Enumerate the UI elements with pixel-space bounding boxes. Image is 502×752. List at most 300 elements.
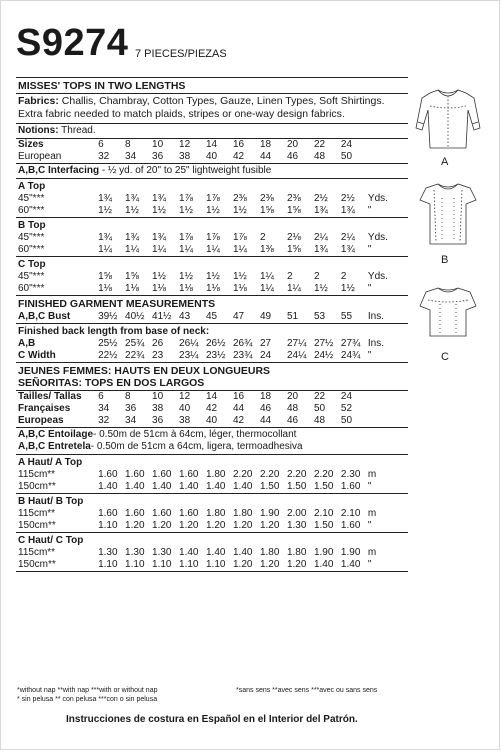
tailles-table <box>16 391 408 427</box>
pieces-count: 7 PIECES/PIEZAS <box>135 48 227 60</box>
table-cell: 1.80 <box>286 547 307 558</box>
table-cell: 14 <box>206 391 218 402</box>
table-cell: 2½ <box>340 193 355 204</box>
table-cell: 24 <box>340 391 353 402</box>
table-cell: 46 <box>286 151 299 162</box>
yardage-table <box>16 232 408 256</box>
table-cell: 1.60 <box>152 508 172 519</box>
table-cell: 1.90 <box>340 547 361 558</box>
fabrics-text: Fabrics: Challis, Chambray, Cotton Types, Gauze, Linen Types, Soft Shirtings. Extra fabric needed to match plaids, stripes or one-way design fabrics. <box>18 95 385 120</box>
view-c-label: C <box>441 351 449 363</box>
table-cell: 1⅛ <box>98 283 112 294</box>
table-cell: 50 <box>340 415 353 426</box>
unit-cell <box>368 139 408 151</box>
yardage-table <box>16 193 408 217</box>
table-cell: 42 <box>206 403 218 414</box>
table-cell: 1.50 <box>313 481 334 492</box>
table-cell: 1.40 <box>179 547 199 558</box>
spanish-view-sections <box>16 454 408 571</box>
footnote-english <box>17 686 157 704</box>
table-cell: 12 <box>179 391 191 402</box>
table-cell: 38 <box>179 415 191 426</box>
table-cell: 1¼ <box>206 244 220 255</box>
table-cell: 40 <box>179 403 191 414</box>
unit-cell: " <box>367 481 372 492</box>
table-cell: 1½ <box>125 205 139 216</box>
bust-table <box>16 311 408 323</box>
table-cell: 1.80 <box>206 508 226 519</box>
table-cell: 20 <box>286 391 299 402</box>
table-cell: 2.20 <box>286 469 307 480</box>
table-row <box>16 520 408 532</box>
unit-cell: Yds. <box>367 193 388 204</box>
view-a-label: A <box>441 156 449 168</box>
table-cell: 2.00 <box>286 508 307 519</box>
notions-text: Notions: Thread. <box>18 125 96 136</box>
table-cell: 1⅛ <box>232 283 247 294</box>
table-cell: 42 <box>232 151 245 162</box>
row-label: 45"*** <box>18 232 45 243</box>
table-cell: 1.80 <box>206 469 226 480</box>
table-cell: 2⅛ <box>286 232 301 243</box>
row-label: Françaises <box>18 403 71 414</box>
table-cell: 1.40 <box>125 481 145 492</box>
unit-cell <box>368 391 408 403</box>
unit-cell <box>368 403 408 415</box>
footnote-line-es: * sin pelusa ** con pelusa ***con o sin pelusa <box>17 696 158 703</box>
table-cell: 1⅛ <box>179 283 193 294</box>
table-cell: 1⅝ <box>98 271 112 282</box>
table-cell: 1¼ <box>259 283 274 294</box>
table-cell: 22 <box>313 139 326 150</box>
table-cell: 36 <box>125 403 137 414</box>
table-cell: 1.50 <box>259 481 280 492</box>
table-cell: 1⅝ <box>286 244 301 255</box>
table-cell: 1.10 <box>179 559 199 570</box>
table-cell: 38 <box>179 151 191 162</box>
row-label: 45"*** <box>18 271 45 282</box>
table-cell: 24¼ <box>286 350 307 361</box>
table-cell: 43 <box>179 311 191 322</box>
table-cell: 23 <box>152 350 164 361</box>
table-cell: 55 <box>340 311 353 322</box>
view-b-label: B <box>441 254 449 266</box>
table-cell: 2¼ <box>313 232 328 243</box>
table-cell: 2 <box>286 271 293 282</box>
yardage-table <box>16 547 408 571</box>
table-row <box>16 244 408 256</box>
row-label: A,B <box>18 338 36 349</box>
unit-cell: Yds. <box>367 271 388 282</box>
table-cell: 1¼ <box>259 271 274 282</box>
table-cell: 2⅜ <box>259 193 274 204</box>
table-row <box>16 283 408 295</box>
table-cell: 1.80 <box>259 547 280 558</box>
unit-cell: " <box>367 244 372 255</box>
table-cell: 1.60 <box>98 469 118 480</box>
table-cell: 1.60 <box>98 508 118 519</box>
table-cell: 1.90 <box>259 508 280 519</box>
entretela-text: A,B,C Entretela- 0.50m de 51cm a 64cm, ligera, termoadhesiva <box>18 441 303 452</box>
table-cell: 1⅛ <box>206 283 220 294</box>
table-row <box>16 232 408 244</box>
unit-cell: " <box>367 559 372 570</box>
table-cell: 2⅜ <box>286 193 301 204</box>
row-label: 45"*** <box>18 193 45 204</box>
table-cell: 24¾ <box>340 350 361 361</box>
table-cell: 34 <box>125 151 137 162</box>
row-label: 115cm** <box>18 547 56 558</box>
unit-cell: m <box>367 469 377 480</box>
interfacing-text: A,B,C Interfacing - ½ yd. of 20" to 25" lightweight fusible <box>18 165 272 176</box>
unit-cell: m <box>367 547 377 558</box>
row-label: 60"*** <box>18 244 45 255</box>
table-cell: 1.80 <box>232 508 253 519</box>
table-cell: 1¼ <box>125 244 139 255</box>
table-cell: 40½ <box>125 311 145 322</box>
table-cell: 1.90 <box>313 547 334 558</box>
spanish-instructions-note: Instrucciones de costura en Español en el Interior del Patrón. <box>66 714 358 725</box>
header <box>16 24 128 62</box>
table-cell: 2 <box>259 232 266 243</box>
table-cell: 50 <box>340 151 353 162</box>
table-cell: 1.30 <box>98 547 118 558</box>
row-label: 115cm** <box>18 508 56 519</box>
table-cell: 1.20 <box>232 559 253 570</box>
unit-cell <box>368 151 408 163</box>
unit-cell: m <box>367 508 377 519</box>
view-heading: C Haut/ C Top <box>18 535 84 546</box>
table-cell: 24 <box>340 139 353 150</box>
table-cell: 49 <box>259 311 272 322</box>
row-label: A,B,C Bust <box>18 311 71 322</box>
table-cell: 22½ <box>98 350 118 361</box>
table-cell: 32 <box>98 151 110 162</box>
view-heading: B Top <box>18 220 46 231</box>
table-row <box>16 469 408 481</box>
table-cell: 1.50 <box>286 481 307 492</box>
table-cell: 36 <box>152 415 164 426</box>
table-row <box>16 391 408 403</box>
table-cell: 1⅞ <box>179 193 193 204</box>
table-cell: 1.40 <box>232 481 253 492</box>
table-cell: 1.10 <box>206 559 226 570</box>
table-cell: 1¾ <box>125 193 139 204</box>
table-cell: 1⅛ <box>125 283 139 294</box>
table-cell: 46 <box>286 415 299 426</box>
table-cell: 1¾ <box>313 205 328 216</box>
table-cell: 2.20 <box>313 469 334 480</box>
table-cell: 1½ <box>232 271 247 282</box>
table-cell: 27¼ <box>286 338 307 349</box>
pattern-number: S9274 <box>16 22 129 64</box>
table-cell: 24 <box>259 350 272 361</box>
table-cell: 1.10 <box>98 520 118 531</box>
table-cell: 1.40 <box>206 481 226 492</box>
unit-cell: Ins. <box>367 338 385 349</box>
table-row <box>16 403 408 415</box>
table-cell: 44 <box>259 151 272 162</box>
table-cell: 1⅞ <box>232 232 247 243</box>
table-cell: 1⅞ <box>206 193 220 204</box>
table-cell: 27 <box>259 338 272 349</box>
table-cell: 1½ <box>179 205 193 216</box>
table-cell: 1½ <box>313 283 328 294</box>
unit-cell: Ins. <box>367 311 385 322</box>
unit-cell: " <box>367 283 372 294</box>
spanish-title: SEÑORITAS: TOPS EN DOS LARGOS <box>18 377 205 389</box>
table-cell: 26¼ <box>179 338 199 349</box>
table-cell: 1.20 <box>259 520 280 531</box>
table-cell: 1.20 <box>125 520 145 531</box>
table-row <box>16 205 408 217</box>
table-cell: 2¼ <box>340 232 355 243</box>
table-cell: 1.40 <box>152 481 172 492</box>
table-cell: 8 <box>125 391 131 402</box>
table-cell: 46 <box>259 403 272 414</box>
table-row <box>16 559 408 571</box>
table-cell: 2.30 <box>340 469 361 480</box>
table-cell: 10 <box>152 391 164 402</box>
table-cell: 1.20 <box>206 520 226 531</box>
row-label: 150cm** <box>18 520 56 531</box>
table-row <box>16 311 408 323</box>
table-cell: 6 <box>98 391 104 402</box>
footnote-line-en: *without nap **with nap ***with or without nap <box>17 687 158 694</box>
table-cell: 42 <box>232 415 245 426</box>
table-cell: 1⅞ <box>206 232 220 243</box>
view-c-sketch <box>412 282 484 347</box>
table-cell: 1¾ <box>98 193 112 204</box>
table-cell: 18 <box>259 391 272 402</box>
table-cell: 6 <box>98 139 104 150</box>
table-cell: 1.30 <box>286 520 307 531</box>
table-cell: 18 <box>259 139 272 150</box>
table-cell: 1¾ <box>313 244 328 255</box>
table-cell: 1⅛ <box>152 283 166 294</box>
table-cell: 45 <box>206 311 218 322</box>
table-cell: 27¾ <box>340 338 361 349</box>
table-cell: 1.10 <box>98 559 118 570</box>
table-cell: 2.10 <box>340 508 361 519</box>
unit-cell: Yds. <box>367 232 388 243</box>
row-label: 150cm** <box>18 559 56 570</box>
unit-cell <box>368 415 408 427</box>
row-label: 60"*** <box>18 283 45 294</box>
view-heading: A Top <box>18 181 46 192</box>
english-title: MISSES' TOPS IN TWO LENGTHS <box>18 80 186 92</box>
yardage-table <box>16 508 408 532</box>
table-row <box>16 508 408 520</box>
table-cell: 1⅜ <box>259 244 274 255</box>
row-label: 150cm** <box>18 481 56 492</box>
table-cell: 1¼ <box>232 244 247 255</box>
table-cell: 51 <box>286 311 299 322</box>
row-label: European <box>18 151 62 162</box>
table-cell: 50 <box>313 403 326 414</box>
finished-title: FINISHED GARMENT MEASUREMENTS <box>18 298 216 310</box>
table-cell: 8 <box>125 139 131 150</box>
table-cell: 52 <box>340 403 353 414</box>
table-cell: 2 <box>313 271 320 282</box>
table-cell: 1.10 <box>152 559 172 570</box>
table-cell: 1½ <box>152 205 166 216</box>
table-cell: 2.20 <box>232 469 253 480</box>
table-cell: 1.20 <box>232 520 253 531</box>
table-row <box>16 151 408 163</box>
table-cell: 1⅝ <box>125 271 139 282</box>
table-cell: 1⅝ <box>259 205 274 216</box>
table-cell: 2 <box>340 271 347 282</box>
table-cell: 1½ <box>232 205 247 216</box>
french-title: JEUNES FEMMES: HAUTS EN DEUX LONGUEURS <box>18 365 271 377</box>
table-cell: 38 <box>152 403 164 414</box>
table-cell: 1.50 <box>313 520 334 531</box>
table-row <box>16 415 408 427</box>
table-cell: 1¾ <box>340 205 355 216</box>
table-row <box>16 271 408 283</box>
table-cell: 23½ <box>206 350 226 361</box>
back-length-title: Finished back length from base of neck: <box>18 326 210 337</box>
table-cell: 25¾ <box>125 338 145 349</box>
table-cell: 1.40 <box>340 559 361 570</box>
table-cell: 1.40 <box>232 547 253 558</box>
sizes-table <box>16 139 408 163</box>
table-cell: 1.60 <box>340 481 361 492</box>
table-cell: 25½ <box>98 338 118 349</box>
table-cell: 20 <box>286 139 299 150</box>
table-row <box>16 193 408 205</box>
table-cell: 2.20 <box>259 469 280 480</box>
table-cell: 1.60 <box>152 469 172 480</box>
row-label: Tailles/ Tallas <box>18 391 82 402</box>
table-cell: 34 <box>125 415 137 426</box>
table-cell: 14 <box>206 139 218 150</box>
table-cell: 1¼ <box>98 244 112 255</box>
view-heading: C Top <box>18 259 46 270</box>
table-cell: 1.60 <box>179 508 199 519</box>
unit-cell: " <box>367 350 372 361</box>
table-cell: 1¼ <box>179 244 193 255</box>
table-cell: 48 <box>313 151 326 162</box>
table-cell: 27½ <box>313 338 334 349</box>
table-cell: 1¾ <box>125 232 139 243</box>
view-b-sketch <box>412 178 484 255</box>
unit-cell: " <box>367 205 372 216</box>
table-row <box>16 350 408 362</box>
table-cell: 1⅞ <box>179 232 193 243</box>
view-heading: A Haut/ A Top <box>18 457 83 468</box>
table-cell: 48 <box>313 415 326 426</box>
table-cell: 1.60 <box>179 469 199 480</box>
table-cell: 23¼ <box>179 350 199 361</box>
table-cell: 22 <box>313 391 326 402</box>
table-cell: 1.20 <box>259 559 280 570</box>
table-cell: 32 <box>98 415 110 426</box>
unit-cell: " <box>367 520 372 531</box>
view-heading: B Haut/ B Top <box>18 496 84 507</box>
row-label: 115cm** <box>18 469 56 480</box>
table-cell: 40 <box>206 151 218 162</box>
row-label: Sizes <box>18 139 44 150</box>
table-cell: 2.10 <box>313 508 334 519</box>
table-cell: 26½ <box>206 338 226 349</box>
length-table <box>16 338 408 362</box>
table-cell: 26 <box>152 338 164 349</box>
row-label: Europeas <box>18 415 64 426</box>
table-cell: 48 <box>286 403 299 414</box>
table-cell: 24½ <box>313 350 334 361</box>
table-cell: 1½ <box>98 205 112 216</box>
table-row <box>16 547 408 559</box>
table-cell: 1.30 <box>125 547 145 558</box>
table-cell: 23¾ <box>232 350 253 361</box>
table-cell: 1.60 <box>125 508 145 519</box>
table-cell: 1½ <box>340 283 355 294</box>
table-cell: 1¾ <box>340 244 355 255</box>
table-row <box>16 481 408 493</box>
table-cell: 22¾ <box>125 350 145 361</box>
table-cell: 1.60 <box>125 469 145 480</box>
table-cell: 1½ <box>206 205 220 216</box>
table-cell: 1¼ <box>286 283 301 294</box>
table-cell: 1.10 <box>125 559 145 570</box>
table-row <box>16 338 408 350</box>
table-cell: 40 <box>206 415 218 426</box>
table-cell: 44 <box>232 403 245 414</box>
table-cell: 1.20 <box>286 559 307 570</box>
table-cell: 47 <box>232 311 245 322</box>
table-cell: 1½ <box>179 271 193 282</box>
english-view-sections <box>16 178 408 295</box>
table-cell: 36 <box>152 151 164 162</box>
table-cell: 41½ <box>152 311 172 322</box>
table-cell: 34 <box>98 403 110 414</box>
table-cell: 10 <box>152 139 164 150</box>
table-cell: 1½ <box>152 271 166 282</box>
table-cell: 1½ <box>206 271 220 282</box>
table-cell: 12 <box>179 139 191 150</box>
table-cell: 1.20 <box>152 520 172 531</box>
row-label: 60"*** <box>18 205 45 216</box>
table-cell: 1.40 <box>206 547 226 558</box>
view-a-sketch <box>412 84 484 159</box>
table-cell: 1.30 <box>152 547 172 558</box>
table-cell: 1¾ <box>152 232 166 243</box>
table-cell: 2½ <box>313 193 328 204</box>
table-cell: 1¾ <box>152 193 166 204</box>
table-cell: 1¾ <box>98 232 112 243</box>
yardage-table <box>16 469 408 493</box>
yardage-table <box>16 271 408 295</box>
table-cell: 1.40 <box>179 481 199 492</box>
yardage-chart <box>16 77 408 572</box>
table-cell: 53 <box>313 311 326 322</box>
row-label: C Width <box>18 350 56 361</box>
table-cell: 1.20 <box>179 520 199 531</box>
table-cell: 16 <box>232 391 245 402</box>
table-cell: 1.60 <box>340 520 361 531</box>
table-cell: 44 <box>259 415 272 426</box>
table-cell: 2⅜ <box>232 193 247 204</box>
table-cell: 1⅝ <box>286 205 301 216</box>
entoilage-text: A,B,C Entoilage- 0.50m de 51cm à 64cm, léger, thermocollant <box>18 429 297 440</box>
table-cell: 1¼ <box>152 244 166 255</box>
table-cell: 1.40 <box>313 559 334 570</box>
table-cell: 26¾ <box>232 338 253 349</box>
table-cell: 1.40 <box>98 481 118 492</box>
table-cell: 16 <box>232 139 245 150</box>
